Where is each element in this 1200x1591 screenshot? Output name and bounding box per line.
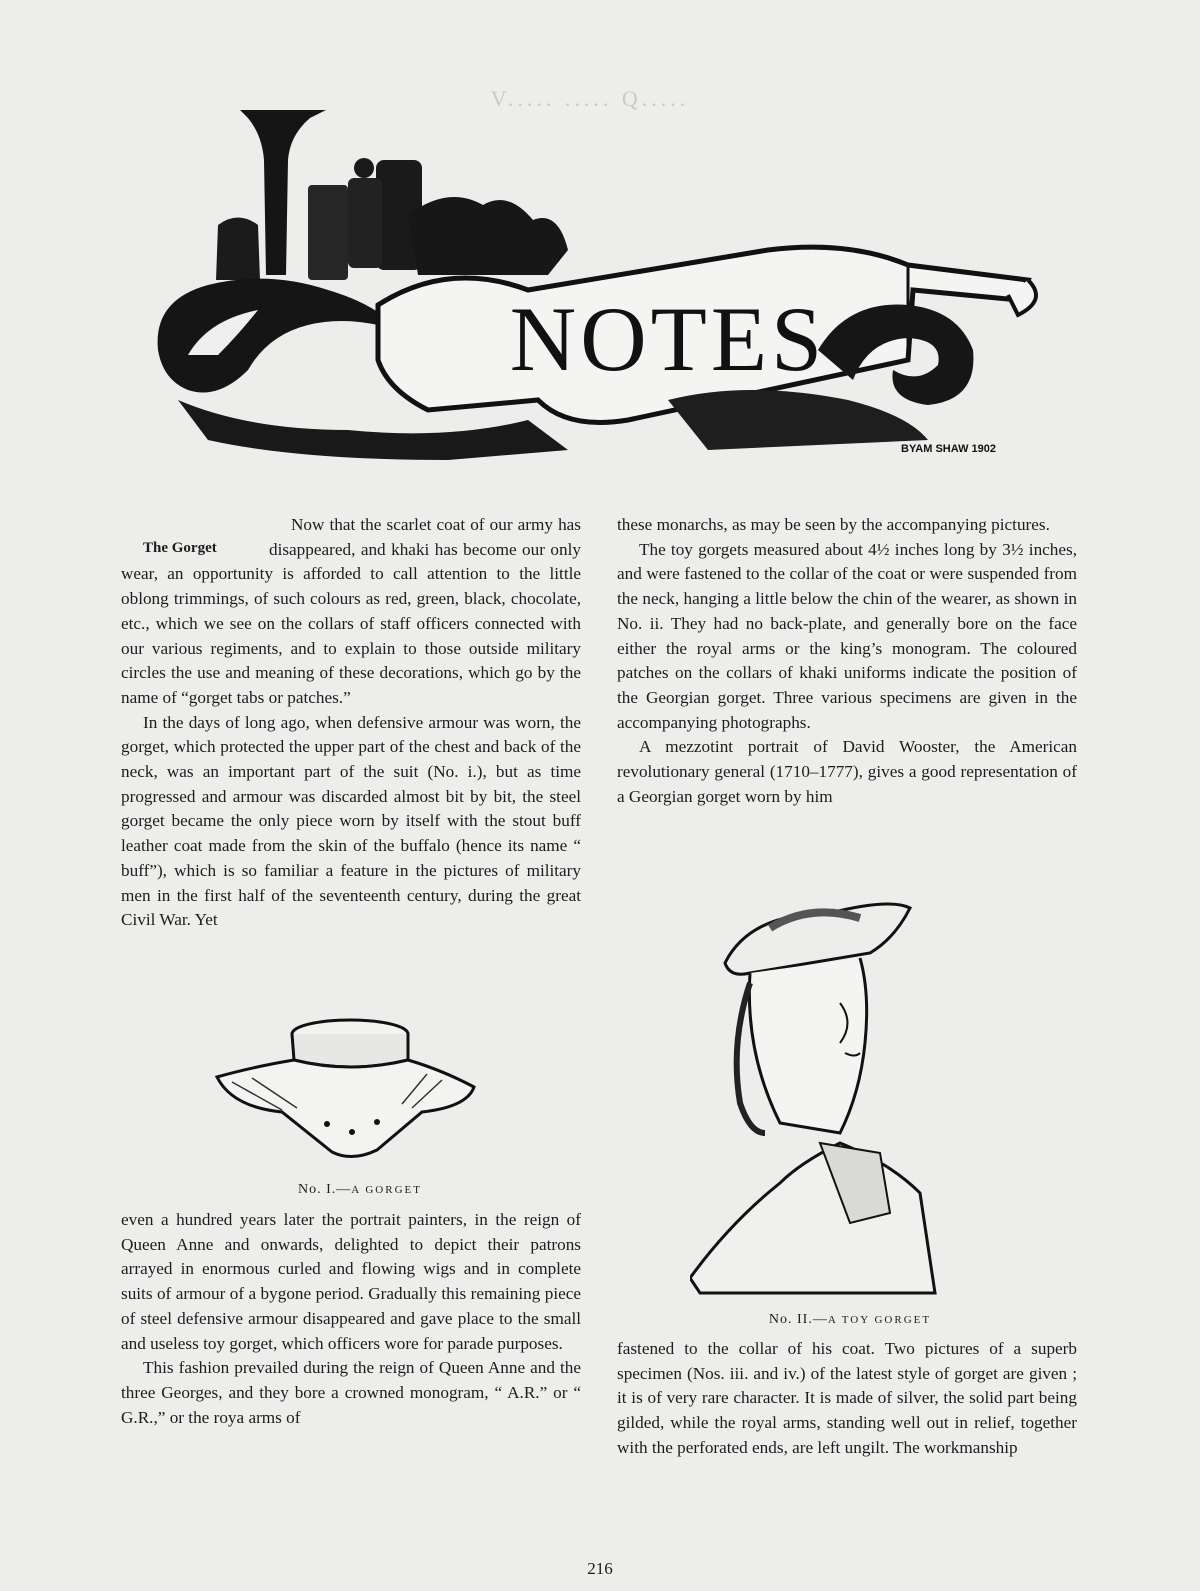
- page-number: 216: [587, 1559, 613, 1578]
- paragraph: [121, 513, 581, 711]
- paragraph: A mezzotint portrait of David Wooster, the American revolutionary general (1710–1777), gives a good representation of a Georgian gorget worn by him: [617, 737, 1077, 806]
- banner-signature: BYAM SHAW 1902: [901, 443, 996, 455]
- figure-caption-2: [740, 1312, 960, 1328]
- paragraph: The toy gorgets measured about 4½ inches long by 3½ inches, and were fastened to the collar of the coat or were suspended from the neck, hanging a little below the chin of the wearer, as shown in No. ii. They had no back-plate, and generally bore on the face either the royal arms or the king’s monogram. The coloured patches on the collars of khaki uniforms indicate the position of the Georgian gorget. Three various specimens are given in the accompanying photographs.: [617, 539, 1077, 732]
- paragraph: This fashion prevailed during the reign of Queen Anne and the three Georges, and they bore a crowned monogram, “ A.R.” or “ G.R.,” or the roya arms of: [121, 1358, 581, 1427]
- caption-number: No. I.—: [298, 1182, 352, 1197]
- paragraph: fastened to the collar of his coat. Two pictures of a superb specimen (Nos. iii. and iv.) of the latest style of gorget are given ; it is of very rare character. It is made of silver, the solid part being gilded, while the royal arms, standing well out in relief, together with the perforated ends, are left ungilt. The workmanship: [617, 1339, 1077, 1457]
- paragraph-text: Now that the scarlet coat of our army has disappeared, and khaki has become our only wear, an opportunity is afforded to call attention to the little oblong trimmings, of such colours as red, green, black, chocolate, etc., which we see on the collars of staff officers connected with our various regiments, and to explain to those outside military circles the use and meaning of these decorations, which go by the name of “gorget tabs or patches.”: [121, 515, 581, 707]
- running-head: V..... ..... Q.....: [490, 86, 690, 111]
- paragraph: even a hundred years later the portrait painters, in the reign of Queen Anne and onwards, delighted to depict their patrons arrayed in enormous curled and flowing wigs and in complete suits of armour of a bygone period. Gradually this remaining piece of steel defensive armour disappeared and gave place to the small and useless toy gorget, which officers wore for parade purposes.: [121, 1210, 581, 1353]
- sidenote-the-gorget: The Gorget: [143, 540, 217, 556]
- paragraph: In the days of long ago, when defensive armour was worn, the gorget, which protected the upper part of the chest and back of the neck, was an important part of the suit (No. i.), but as time progressed and armour was discarded almost bit by bit, the steel gorget became the only piece worn by itself with the stout buff leather coat made from the skin of the buffalo (hence its name “ buff”), which is so familiar a feature in the pictures of military men in the first half of the seventeenth century, during the great Civil War. Yet: [121, 712, 581, 930]
- left-column-top: [121, 513, 581, 933]
- left-column-bottom: [121, 1208, 581, 1430]
- caption-text: A GORGET: [351, 1184, 422, 1196]
- banner-title: NOTES: [509, 288, 827, 390]
- right-column-bottom: [617, 1337, 1077, 1461]
- caption-text: A TOY GORGET: [827, 1314, 932, 1326]
- david-wooster-portrait-illustration: [690, 893, 955, 1298]
- figure-caption-1: [250, 1182, 470, 1198]
- caption-number: No. II.—: [768, 1312, 828, 1327]
- paragraph: these monarchs, as may be seen by the accompanying pictures.: [617, 515, 1050, 534]
- gorget-illustration: [212, 1012, 482, 1172]
- right-column-top: [617, 513, 1077, 809]
- notes-banner-illustration: [148, 100, 1053, 480]
